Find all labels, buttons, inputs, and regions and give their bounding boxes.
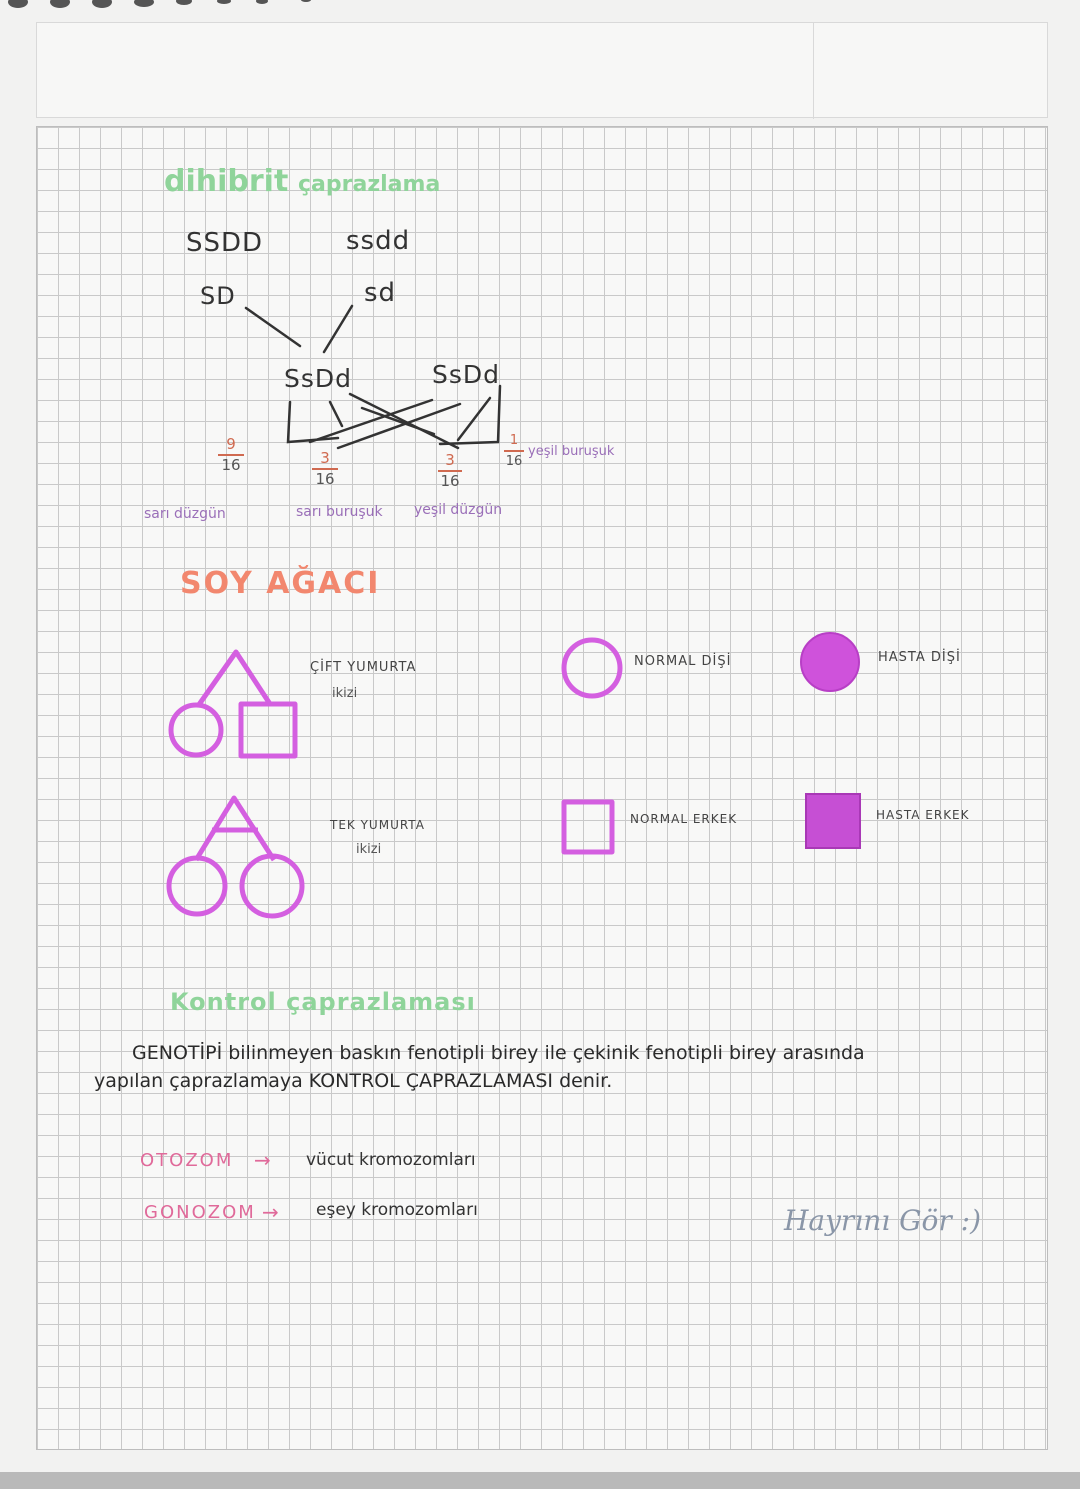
cift-yumurta-ikizi: ikizi <box>332 686 358 701</box>
ratio-den: 16 <box>315 470 335 488</box>
phenotype-sari-duzgun: sarı düzgün <box>144 506 226 522</box>
otozom-definition: vücut kromozomları <box>306 1150 476 1170</box>
affected-female-circle-icon <box>801 633 859 691</box>
normal-disi-label: NORMAL DİŞİ <box>634 654 732 669</box>
ratio-num: 3 <box>445 451 455 469</box>
ratio-num: 3 <box>320 449 330 467</box>
page-bottom-edge <box>0 1472 1080 1489</box>
f1-genotype-left: SsDd <box>284 364 353 393</box>
kontrol-definition-line1: GENOTİPİ bilinmeyen baskın fenotipli birey ile çekinik fenotipli birey arasında <box>132 1042 865 1064</box>
parent1-genotype: SSDD <box>186 228 264 258</box>
hasta-disi-label: HASTA DİŞİ <box>878 650 961 665</box>
ratio-den: 16 <box>221 456 241 474</box>
kontrol-caprazlamasi-title: Kontrol çaprazlaması <box>170 988 476 1016</box>
signature-text: Hayrını Gör :) <box>784 1204 982 1237</box>
hasta-erkek-label: HASTA ERKEK <box>876 808 970 822</box>
parent2-genotype: ssdd <box>346 226 411 256</box>
affected-male-square-icon <box>806 794 860 848</box>
tek-yumurta-ikizi: ikizi <box>356 842 382 857</box>
f1-genotype-right: SsDd <box>432 360 501 389</box>
phenotype-yesil-burusuk: yeşil buruşuk <box>528 444 615 459</box>
ratio-den: 16 <box>505 454 523 469</box>
soy-agaci-title: SOY AĞACI <box>180 566 381 601</box>
phenotype-yesil-duzgun: yeşil düzgün <box>414 502 503 518</box>
gamete1: SD <box>200 282 236 310</box>
normal-erkek-label: NORMAL ERKEK <box>630 812 738 826</box>
ratio-num: 9 <box>226 435 236 453</box>
arrow-icon: → <box>254 1148 271 1172</box>
fraternal-twins-icon <box>171 652 295 756</box>
ratio-num: 1 <box>509 433 519 448</box>
dihibrit-title: dihibrit <box>164 164 289 199</box>
normal-female-circle-icon <box>564 640 620 696</box>
phenotype-sari-burusuk: sarı buruşuk <box>296 504 383 520</box>
normal-male-square-icon <box>564 802 612 852</box>
tek-yumurta-label: TEK YUMURTA <box>330 818 425 832</box>
gamete2: sd <box>364 278 397 308</box>
ratio-den: 16 <box>440 472 460 490</box>
gonozom-term: GONOZOM <box>144 1202 256 1223</box>
otozom-term: OTOZOM <box>140 1150 234 1171</box>
arrow-icon: → <box>262 1200 279 1224</box>
caprazlama-title: çaprazlama <box>298 172 441 197</box>
gonozom-definition: eşey kromozomları <box>316 1200 478 1220</box>
identical-twins-icon <box>169 798 302 916</box>
cift-yumurta-label: ÇİFT YUMURTA <box>310 660 417 675</box>
kontrol-definition-line2: yapılan çaprazlamaya KONTROL ÇAPRAZLAMASI denir. <box>94 1070 613 1092</box>
